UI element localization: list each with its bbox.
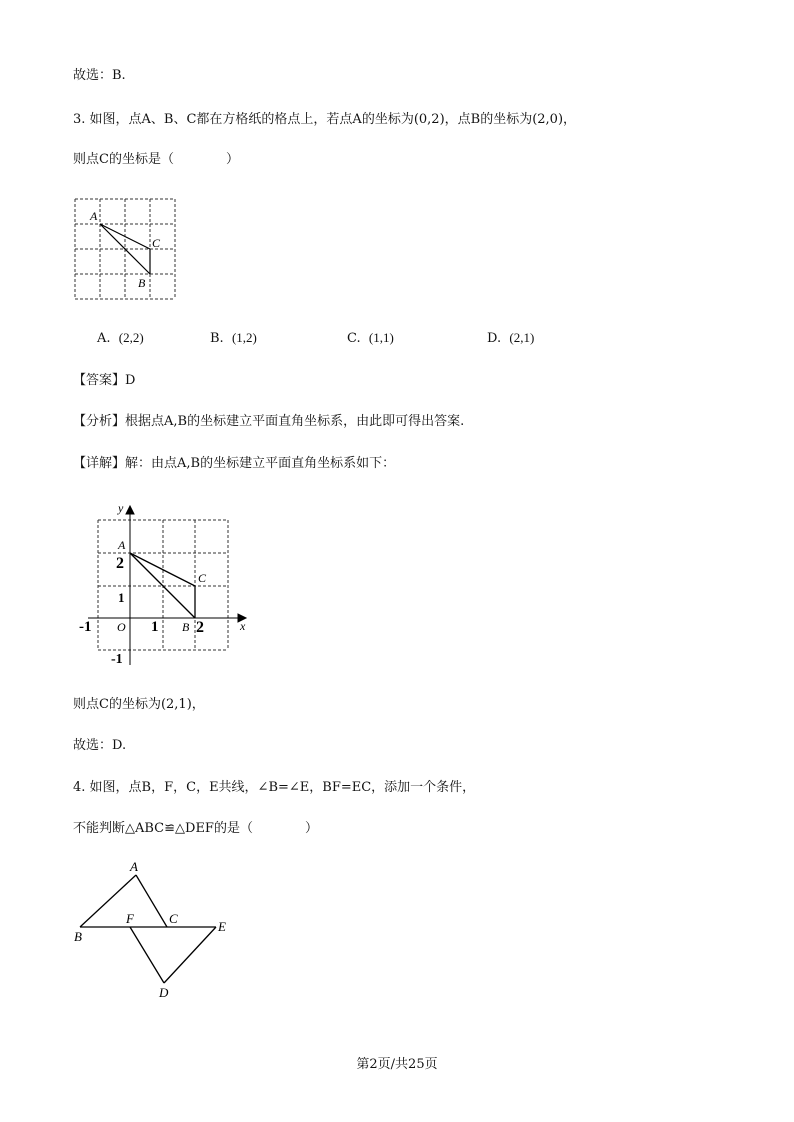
q4-label-b: B [74,929,82,944]
q3-choice: 故选：D. [73,738,127,753]
q3-tick-y-neg1: -1 [111,652,123,667]
q3-number: 3. [73,112,86,127]
q2-choice: 故选：B. [73,68,126,83]
q3-label-b: B [138,276,146,290]
q4-stem-line1 [73,780,475,796]
q4-stem-line2: 不能判断△ABC≌△DEF的是（ ） [73,821,318,836]
q4-figure [70,855,245,1000]
q3-label-a: A [90,209,98,223]
q4-label-c: C [169,911,178,926]
q3-grid-figure [70,193,182,305]
q3-answer: 【答案】D [73,373,136,388]
q3-y-label: y [118,501,124,515]
q3-tick-y1: 1 [118,590,125,605]
q3-stem-line1 [73,112,576,128]
q4-triangles [80,875,216,983]
q3-axes-label-a: A [118,538,126,552]
q3-conclusion: 则点C的坐标为(2,1)， [73,697,205,712]
q4-label-d: D [159,985,169,1000]
q3-tick-x-neg1: -1 [79,619,92,635]
q4-label-a: A [130,859,138,874]
q4-label-e: E [218,919,226,934]
q3-x-label: x [240,619,246,633]
q4-stem-text: 如图，点B，F，C，E共线，∠B=∠E，BF=EC，添加一个条件， [89,780,476,795]
q3-axes [88,506,246,665]
q3-option-c[interactable]: C. (1,1) [347,330,394,346]
q3-analysis: 【分析】根据点A,B的坐标建立平面直角坐标系，由此即可得出答案. [73,414,465,429]
q3-stem-text: 如图，点A、B、C都在方格纸的格点上，若点A的坐标为(0,2)，点B的坐标为(2,0)， [89,112,577,127]
q3-label-c: C [152,236,161,250]
q3-detail: 【详解】解：由点A,B的坐标建立平面直角坐标系如下： [73,456,396,471]
q3-axes-label-b: B [182,620,190,634]
q3-axes-label-c: C [198,571,207,585]
q4-number: 4. [73,780,86,795]
q3-stem-line2: 则点C的坐标是（ ） [73,152,239,167]
page-footer: 第2页/共25页 [356,1057,438,1072]
q3-tick-x1: 1 [151,619,159,635]
q3-option-a[interactable]: A. (2,2) [97,330,144,346]
q4-label-f: F [126,911,134,926]
q3-tick-y2: 2 [116,555,124,572]
q3-option-b[interactable]: B. (1,2) [210,330,257,346]
q3-axes-figure [78,500,253,670]
q3-tick-x2: 2 [196,619,204,636]
q3-origin-label: O [117,620,126,634]
q3-option-d[interactable]: D. (2,1) [487,330,535,346]
